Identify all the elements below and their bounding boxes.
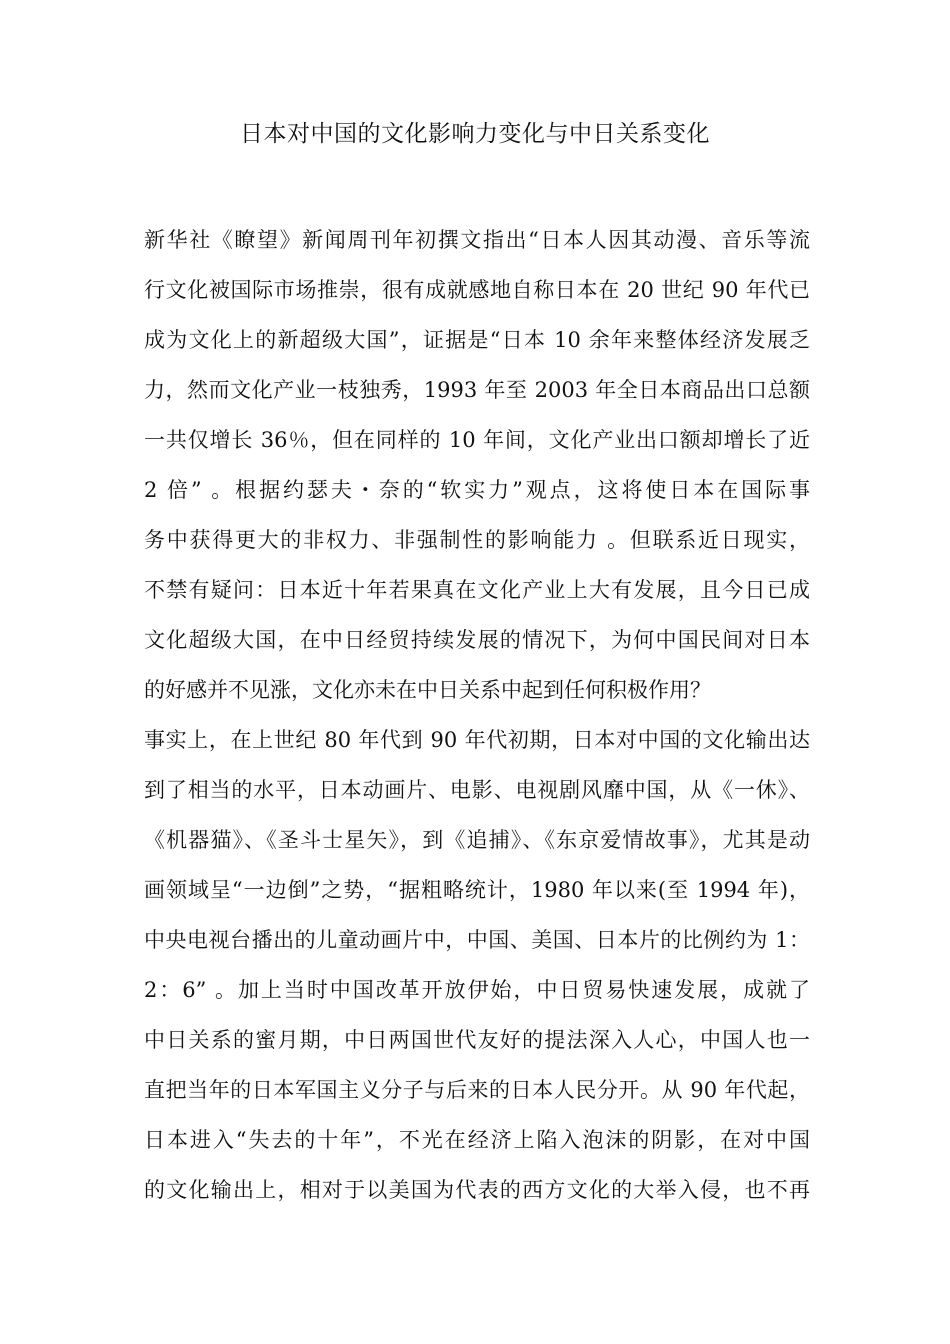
text-line: 的文化输出上，相对于以美国为代表的西方文化的大举入侵，也不再 [144,1178,810,1202]
text-line: 一共仅增长 36％，但在同样的 10 年间，文化产业出口额却增长了近 [144,428,810,452]
text-line: 2 倍” 。根据约瑟夫・奈的“软实力”观点，这将使日本在国际事 [144,478,810,502]
text-line: 日本进入“失去的十年”，不光在经济上陷入泡沫的阴影，在对中国 [144,1128,810,1152]
paragraph-1 [144,215,810,715]
text-line: 到了相当的水平，日本动画片、电影、电视剧风靡中国，从《一休》、 [144,778,810,802]
paragraph-2 [144,715,810,1215]
text-line: 2：6” 。加上当时中国改革开放伊始，中日贸易快速发展，成就了 [144,978,810,1002]
text-line: 新华社《瞭望》新闻周刊年初撰文指出“日本人因其动漫、音乐等流 [144,228,810,252]
document-body [144,215,810,1215]
text-line: 《机器猫》、《圣斗士星矢》，到《追捕》、《东京爱情故事》，尤其是动 [144,828,810,852]
text-line: 的好感并不见涨，文化亦未在中日关系中起到任何积极作用？ [144,678,711,702]
document-title: 日本对中国的文化影响力变化与中日关系变化 [240,121,710,147]
text-line: 行文化被国际市场推崇，很有成就感地自称日本在 20 世纪 90 年代已 [144,278,810,302]
text-line: 中央电视台播出的儿童动画片中，中国、美国、日本片的比例约为 1： [144,928,810,952]
text-line: 直把当年的日本军国主义分子与后来的日本人民分开。从 90 年代起， [144,1078,810,1102]
text-line: 文化超级大国，在中日经贸持续发展的情况下，为何中国民间对日本 [144,628,810,652]
text-line: 不禁有疑问：日本近十年若果真在文化产业上大有发展，且今日已成 [144,578,810,602]
text-line: 画领域呈“一边倒”之势，“据粗略统计，1980 年以来(至 1994 年)， [144,878,810,902]
text-line: 力，然而文化产业一枝独秀，1993 年至 2003 年全日本商品出口总额 [144,378,810,402]
text-line: 中日关系的蜜月期，中日两国世代友好的提法深入人心，中国人也一 [144,1028,810,1052]
text-line: 务中获得更大的非权力、非强制性的影响能力 。但联系近日现实， [144,528,810,552]
text-line: 事实上，在上世纪 80 年代到 90 年代初期，日本对中国的文化输出达 [144,728,810,752]
text-line: 成为文化上的新超级大国”，证据是“日本 10 余年来整体经济发展乏 [144,328,810,352]
